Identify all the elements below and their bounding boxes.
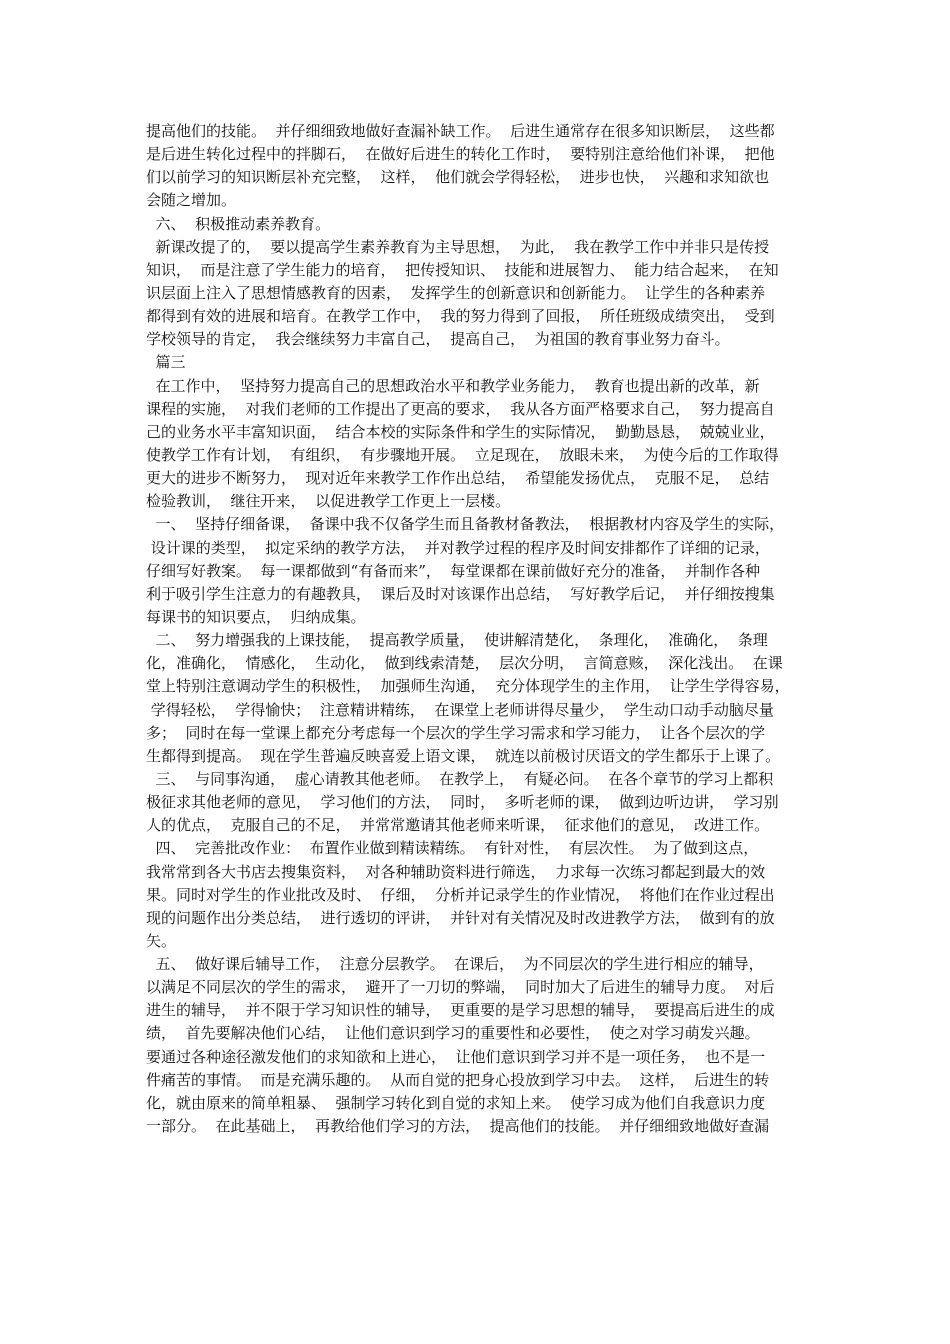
text-line: 提高他们的技能。 并仔细细致地做好查漏补缺工作。 后进生通常存在很多知识断层， 这些都 xyxy=(146,122,775,140)
text-line: 生都得到提高。 现在学生普遍反映喜爱上语文课， 就连以前极讨厌语文的学生都乐于上课了。 xyxy=(146,746,781,765)
text-line: 人的优点， 克服自己的不足， 并常常邀请其他老师来听课， 征求他们的意见， 改进工作。 xyxy=(146,816,770,835)
text-line: 化，准确化， 情感化， 生动化， 做到线索清楚， 层次分明， 言简意赅， 深化浅出。 在课 xyxy=(146,654,783,673)
text-line: 果。同时对学生的作业批改及时、 仔细， 分析并记录学生的作业情况， 将他们在作业过程出 xyxy=(146,885,775,904)
text-line: 都得到有效的进展和培育。在教学工作中， 我的努力得到了回报， 所任班级成绩突出， 受到 xyxy=(146,307,775,326)
text-line: 多； 同时在每一堂课上都充分考虑每一个层次的学生学习需求和学习能力， 让各个层次的学 xyxy=(146,723,766,742)
text-line: 件痛苦的事情。 而是充满乐趣的。 从而自觉的把身心投放到学习中去。 这样， 后进生的转 xyxy=(146,1070,770,1089)
text-line: 课程的实施， 对我们老师的工作提出了更高的要求， 我从各方面严格要求自己， 努力提高自 xyxy=(146,399,775,418)
text-line: 学校领导的肯定， 我会继续努力丰富自己， 提高自己， 为祖国的教育事业努力奋斗。 xyxy=(146,330,730,349)
text-line: 学得轻松， 学得愉快； 注意精讲精练， 在课堂上老师讲得尽量少， 学生动口动手动脑尽量 xyxy=(146,700,774,719)
text-line: 在工作中， 坚持努力提高自己的思想政治水平和教学业务能力， 教育也提出新的改革，新 xyxy=(146,376,760,395)
text-line: 是后进生转化过程中的拌脚石， 在做好后进生的转化工作时， 要特别注意给他们补课， 把他 xyxy=(146,145,775,164)
text-line: 一、 坚持仔细备课， 备课中我不仅备学生而且备教材备教法， 根据教材内容及学生的实际， xyxy=(146,515,785,534)
text-line: 现的问题作出分类总结， 进行透切的评讲， 并针对有关情况及时改进教学方法， 做到有的放 xyxy=(146,908,775,927)
text-line: 二、 努力增强我的上课技能， 提高教学质量， 使讲解清楚化， 条理化， 准确化， 条理 xyxy=(146,631,768,650)
text-line: 己的业务水平丰富知识面， 结合本校的实际条件和学生的实际情况， 勤勤恳恳， 兢兢业业， xyxy=(146,422,775,441)
chapter-heading: 篇三 xyxy=(146,353,186,372)
text-line: 以满足不同层次的学生的需求， 避开了一刀切的弊端， 同时加大了后进生的辅导力度。 对后 xyxy=(146,978,775,997)
text-line: 堂上特别注意调动学生的积极性， 加强师生沟通， 充分体现学生的主作用， 让学生学得容易， xyxy=(146,677,790,696)
text-line: 更大的进步不断努力， 现对近年来教学工作作出总结， 希望能发扬优点， 克服不足， 总结 xyxy=(146,469,770,488)
text-line: 检验教训， 继往开来， 以促进教学工作更上一层楼。 xyxy=(146,492,511,511)
text-line: 仔细写好教案。 每一课都做到“有备而来”， 每堂课都在课前做好充分的准备， 并制作各种 xyxy=(146,561,760,580)
text-line: 绩， 首先要解决他们心结， 让他们意识到学习的重要性和必要性， 使之对学习萌发兴趣。 xyxy=(146,1024,760,1043)
text-line: 知识， 而是注意了学生能力的培育， 把传授知识、 技能和进展智力、 能力结合起来， 在知 xyxy=(146,260,779,279)
text-line: 新课改提了的， 要以提高学生素养教育为主导思想， 为此， 我在教学工作中并非只是传授 xyxy=(146,237,770,256)
text-line: 五、 做好课后辅导工作， 注意分层教学。 在课后， 为不同层次的学生进行相应的辅导， xyxy=(146,955,764,974)
text-line: 利于吸引学生注意力的有趣教具， 课后及时对该课作出总结， 写好教学后记， 并仔细按搜集 xyxy=(146,584,775,603)
text-line: 化，就由原来的简单粗暴、 强制学习转化到自觉的求知上来。 使学习成为他们自我意识力度 xyxy=(146,1093,766,1112)
text-line: 设计课的类型， 拟定采纳的教学方法， 并对教学过程的程序及时间安排都作了详细的记录， xyxy=(146,538,770,557)
text-line: 进生的辅导， 并不限于学习知识性的辅导， 更重要的是学习思想的辅导， 要提高后进生的成 xyxy=(146,1001,775,1020)
text-line: 我常常到各大书店去搜集资料， 对各种辅助资料进行筛选， 力求每一次练习都起到最大的效 xyxy=(146,862,766,881)
text-line: 四、 完善批改作业： 布置作业做到精读精练。 有针对性， 有层次性。 为了做到这点， xyxy=(146,839,759,858)
text-line: 会随之增加。 xyxy=(146,191,237,210)
text-line: 要通过各种途径激发他们的求知欲和上进心， 让他们意识到学习并不是一项任务， 也不是一 xyxy=(146,1047,766,1066)
text-line: 们以前学习的知识断层补充完整， 这样， 他们就会学得轻松， 进步也快， 兴趣和求知欲也 xyxy=(146,168,770,187)
text-line: 识层面上注入了思想情感教育的因素， 发挥学生的创新意识和创新能力。 让学生的各种素养 xyxy=(146,283,766,302)
text-line: 一部分。 在此基础上， 再教给他们学习的方法， 提高他们的技能。 并仔细细致地做好查漏 xyxy=(146,1117,770,1136)
text-line: 极征求其他老师的意见， 学习他们的方法， 同时， 多听老师的课， 做到边听边讲， 学习别 xyxy=(146,793,779,812)
text-line: 矢。 xyxy=(146,931,177,950)
text-line: 使教学工作有计划， 有组织， 有步骤地开展。 立足现在， 放眼未来， 为使今后的工作取得 xyxy=(146,445,779,464)
document-page xyxy=(146,120,810,1138)
text-line: 三、 与同事沟通， 虚心请教其他老师。 在教学上， 有疑必问。 在各个章节的学习上都积 xyxy=(146,769,774,788)
text-line: 每课书的知识要点， 归纳成集。 xyxy=(146,607,366,626)
section-heading: 六、 积极推动素养教育。 xyxy=(146,214,331,233)
